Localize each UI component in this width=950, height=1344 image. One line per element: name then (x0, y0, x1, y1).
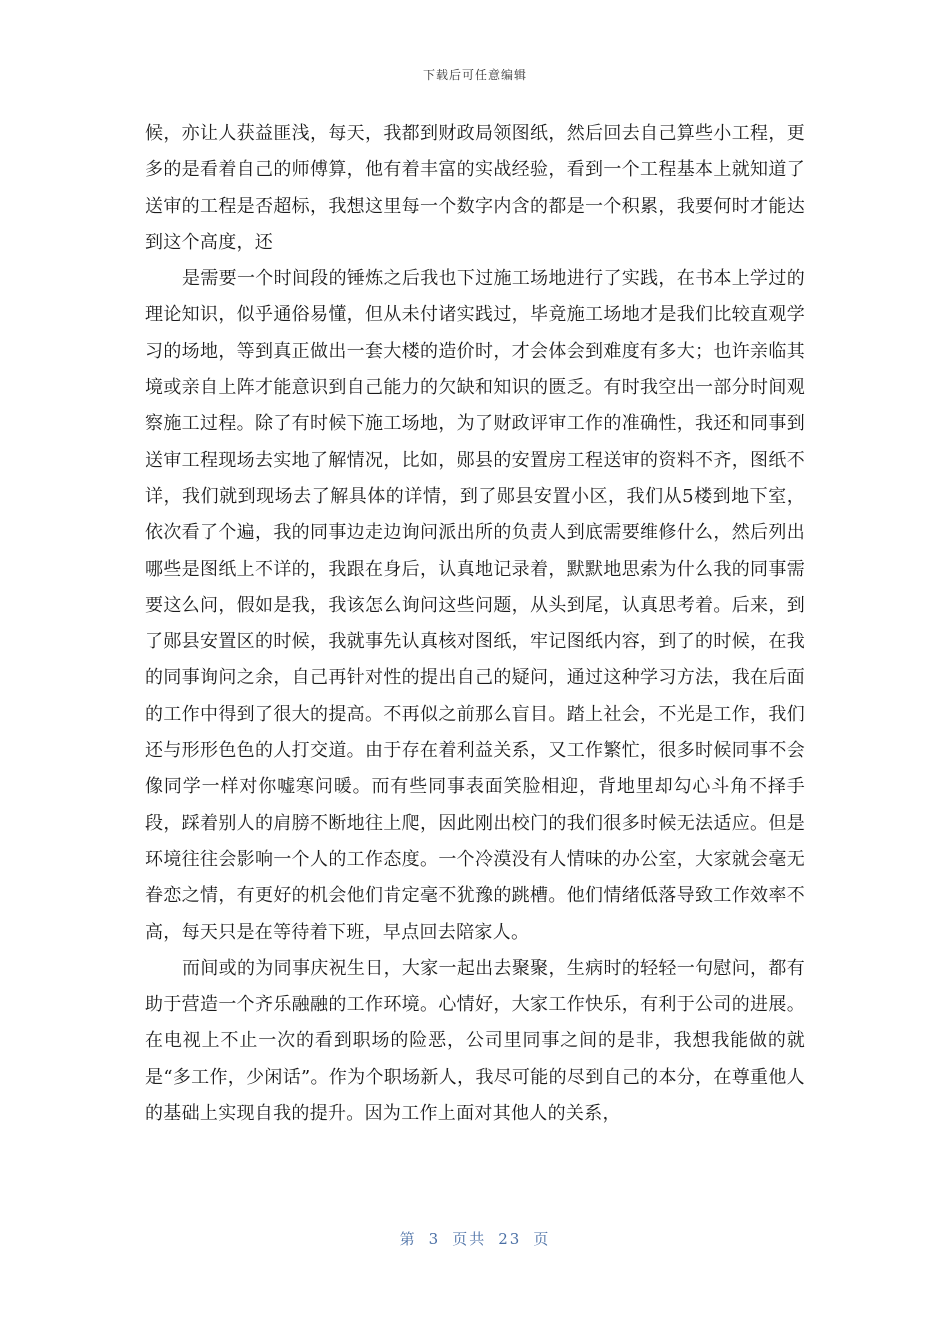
current-page-number: 3 (428, 1230, 441, 1248)
paragraph-1: 候，亦让人获益匪浅，每天，我都到财政局领图纸，然后回去自己算些小工程，更多的是看着自己的师傅算，他有着丰富的实战经验，看到一个工程基本上就知道了送审的工程是否超标，我想这里每一个数字内含的都是一个积累，我要何时才能达到这个高度，还 (145, 123, 805, 253)
footer-prefix: 第 (399, 1230, 417, 1248)
document-body (145, 116, 805, 1132)
page-header: 下载后可任意编辑 (422, 68, 527, 82)
total-pages-number: 23 (498, 1230, 522, 1248)
page-footer (0, 1228, 950, 1249)
paragraph-2: 是需要一个时间段的锤炼之后我也下过施工场地进行了实践，在书本上学过的理论知识，似乎通俗易懂，但从未付诸实践过，毕竟施工场地才是我们比较直观学习的场地，等到真正做出一套大楼的造价时，才会体会到难度有多大；也许亲临其境或亲自上阵才能意识到自己能力的欠缺和知识的匮乏。有时我空出一部分时间观察施工过程。除了有时候下施工场地，为了财政评审工作的准确性，我还和同事到送审工程现场去实地了解情况，比如，郧县的安置房工程送审的资料不齐，图纸不详，我们就到现场去了解具体的详情，到了郧县安置小区，我们从5楼到地下室，依次看了个遍，我的同事边走边询问派出所的负责人到底需要维修什么，然后列出哪些是图纸上不详的，我跟在身后，认真地记录着，默默地思索为什么我的同事需要这么问，假如是我，我该怎么询问这些问题，从头到尾，认真思考着。后来，到了郧县安置区的时候，我就事先认真核对图纸，牢记图纸内容，到了的时候，在我的同事询问之余，自己再针对性的提出自己的疑问，通过这种学习方法，我在后面的工作中得到了很大的提高。不再似之前那么盲目。踏上社会，不光是工作，我们还与形形色色的人打交道。由于存在着利益关系，又工作繁忙，很多时候同事不会像同学一样对你嘘寒问暖。而有些同事表面笑脸相迎，背地里却勾心斗角不择手段，踩着别人的肩膀不断地往上爬，因此刚出校门的我们很多时候无法适应。但是环境往往会影响一个人的工作态度。一个冷漠没有人情味的办公室，大家就会毫无眷恋之情，有更好的机会他们肯定毫不犹豫的跳槽。他们情绪低落导致工作效率不高，每天只是在等待着下班，早点回去陪家人。 (145, 268, 805, 943)
footer-suffix: 页 (533, 1230, 551, 1248)
footer-middle: 页共 (452, 1230, 487, 1248)
paragraph-3: 而间或的为同事庆祝生日，大家一起出去聚聚，生病时的轻轻一句慰问，都有助于营造一个齐乐融融的工作环境。心情好，大家工作快乐，有利于公司的进展。在电视上不止一次的看到职场的险恶，公司里同事之间的是非，我想我能做的就是“多工作，少闲话”。作为个职场新人，我尽可能的尽到自己的本分，在尊重他人的基础上实现自我的提升。因为工作上面对其他人的关系， (145, 957, 805, 1125)
